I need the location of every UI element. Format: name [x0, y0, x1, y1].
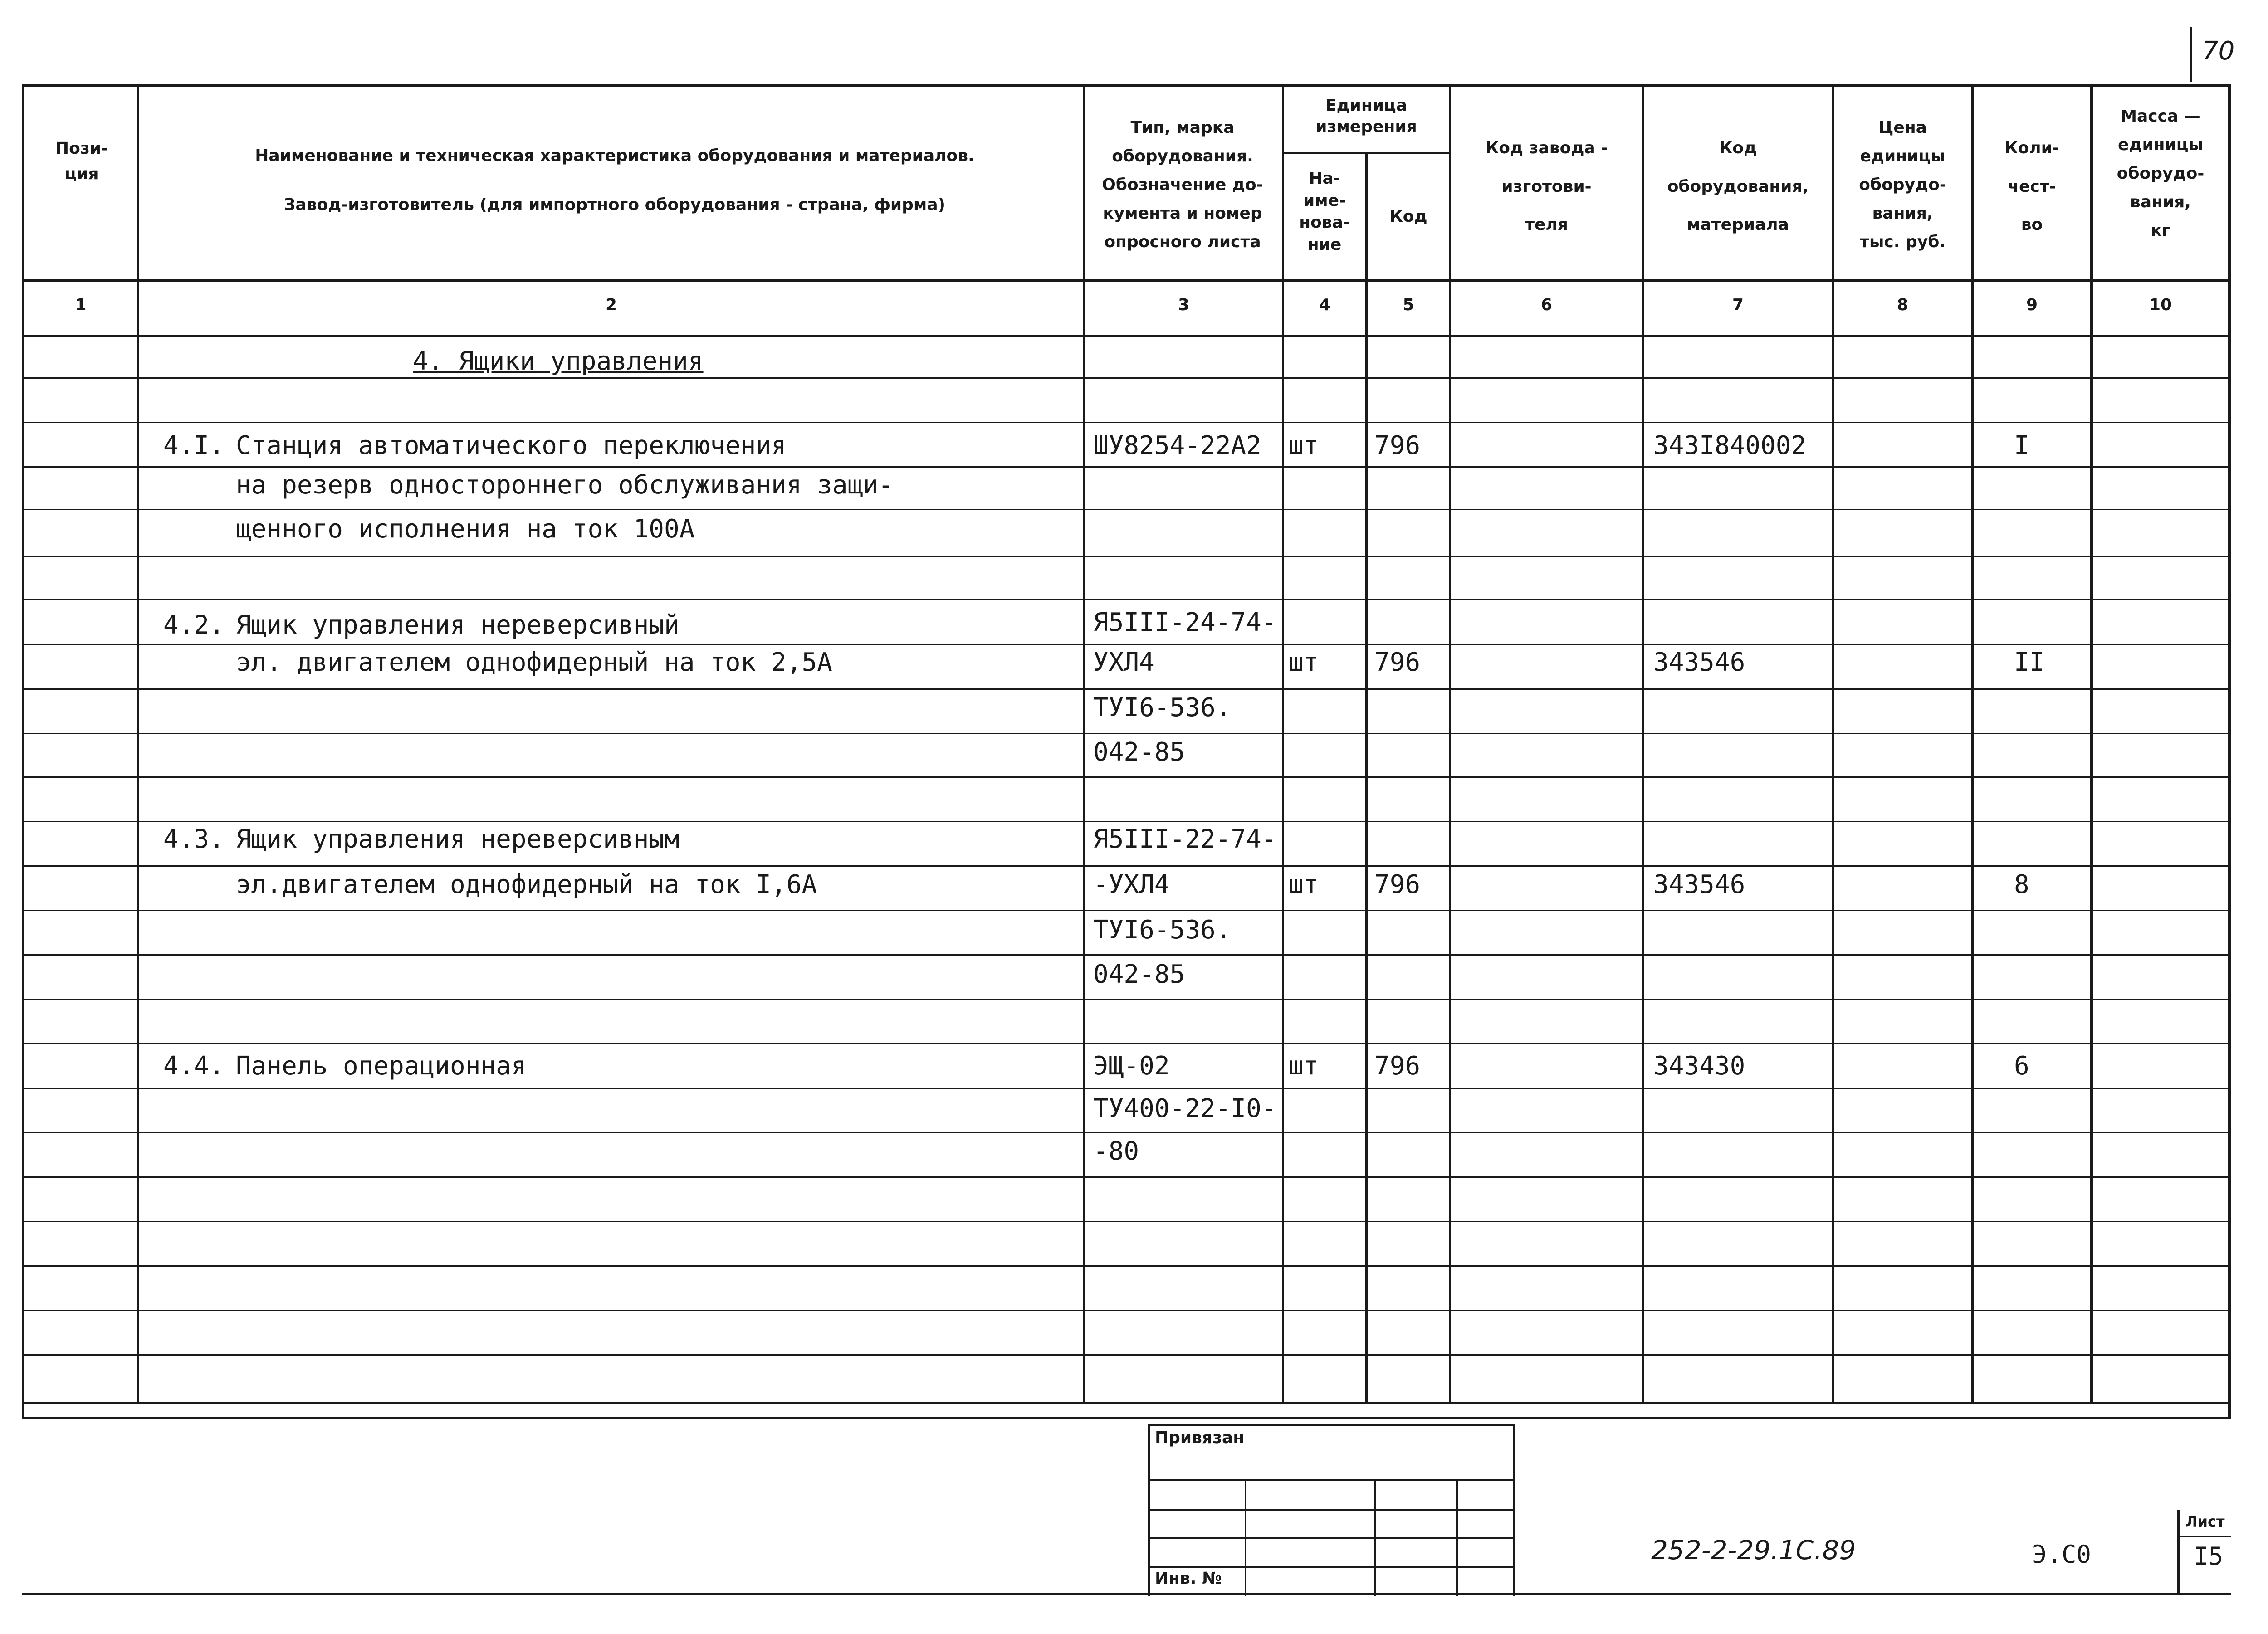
col-line-2 [1083, 84, 1085, 1403]
row-type-line: ТУI6-536. [1093, 693, 1231, 722]
row-unit-code: 796 [1374, 431, 1421, 460]
header-price: Цена единицы оборудо- вания, тыс. руб. [1859, 118, 1946, 251]
row-unit: шт [1288, 648, 1319, 677]
row-type-line: -80 [1093, 1136, 1139, 1166]
row-type-line: ЭЩ-02 [1093, 1051, 1170, 1081]
col-line-8 [1971, 84, 1974, 1403]
header-bottom [22, 279, 2231, 282]
row-type-line: -УХЛ4 [1093, 870, 1170, 899]
col-number: 4 [1319, 296, 1331, 314]
row-quantity: 8 [2014, 870, 2029, 899]
col-line-4 [1365, 152, 1368, 1403]
col-number: 8 [1897, 296, 1909, 314]
row-position: 4.I. [163, 431, 225, 460]
frame-top [22, 84, 2231, 87]
sheet-number: I5 [2194, 1542, 2224, 1571]
row-name-line: Панель операционная [236, 1051, 527, 1081]
header-equipment-code: Код оборудования, материала [1667, 139, 1809, 234]
row-position: 4.2. [163, 610, 225, 640]
row-position: 4.3. [163, 824, 225, 854]
row-type-line: ТУ400-22-I0- [1093, 1094, 1277, 1123]
section-title: 4. Ящики управления [413, 346, 704, 376]
col-line-5 [1449, 84, 1451, 1403]
stamp-inventory: Инв. № [1155, 1569, 1222, 1588]
row-quantity: II [2014, 648, 2045, 677]
row-type-line: ШУ8254-22А2 [1093, 431, 1261, 460]
header-quantity: Коли- чест- во [2004, 139, 2059, 234]
row-type-line: ТУI6-536. [1093, 915, 1231, 945]
row-type-line: 042-85 [1093, 960, 1185, 989]
row-quantity: I [2014, 431, 2029, 460]
row-name-line: эл. двигателем однофидерный на ток 2,5А [236, 648, 832, 677]
col-number: 3 [1178, 296, 1190, 314]
row-quantity: 6 [2014, 1051, 2029, 1081]
row-name-line: на резерв одностороннего обслуживания защи- [236, 470, 894, 500]
col-number: 10 [2149, 296, 2172, 314]
table-bottom [22, 1402, 2231, 1404]
row-equipment-code: 343I840002 [1653, 431, 1807, 460]
header-mass: Масса — единицы оборудо- вания, кг [2116, 107, 2204, 240]
row-equipment-code: 343546 [1653, 648, 1745, 677]
col-line-3 [1282, 84, 1284, 1403]
colnum-bottom [22, 335, 2231, 337]
row-unit-code: 796 [1374, 1051, 1421, 1081]
row-unit: шт [1288, 431, 1319, 460]
section-code: Э.С0 [2032, 1540, 2092, 1569]
page-number: 70 [2202, 36, 2235, 66]
header-position: Пози- ция [55, 139, 108, 183]
row-type-line: УХЛ4 [1093, 648, 1154, 677]
stamp-privyazan: Привязан [1155, 1429, 1245, 1447]
row-type-line: 042-85 [1093, 737, 1185, 767]
header-unit-name: На- име- нова- ние [1299, 169, 1350, 254]
row-name-line: эл.двигателем однофидерный на ток I,6А [236, 870, 817, 899]
row-name-line: Станция автоматического переключения [236, 431, 787, 460]
row-name-line: щенного исполнения на ток 100А [236, 514, 695, 544]
row-name-line: Ящик управления нереверсивный [236, 610, 679, 640]
row-unit: шт [1288, 870, 1319, 899]
row-type-line: Я5III-22-74- [1093, 824, 1277, 854]
frame-left [22, 84, 24, 1419]
header-name: Наименование и техническая характеристика оборудования и материалов. Завод-изготовитель (для импортного оборудования - страна, фирма) [255, 146, 974, 214]
row-position: 4.4. [163, 1051, 225, 1081]
col-number: 9 [2026, 296, 2038, 314]
row-equipment-code: 343430 [1653, 1051, 1745, 1081]
col-number: 1 [75, 296, 87, 314]
header-factory-code: Код завода - изготови- теля [1485, 139, 1608, 234]
header-unit: Единица измерения [1315, 96, 1417, 136]
sheet-label: Лист [2185, 1513, 2225, 1530]
col-line-1 [137, 84, 139, 1403]
row-equipment-code: 343546 [1653, 870, 1745, 899]
header-unit-code: Код [1389, 207, 1427, 226]
col-line-6 [1642, 84, 1644, 1403]
header-type: Тип, марка оборудования. Обозначение до- кумента и номер опросного листа [1102, 118, 1263, 251]
row-name-line: Ящик управления нереверсивным [236, 824, 679, 854]
col-number: 6 [1540, 296, 1553, 314]
col-number: 2 [605, 296, 617, 314]
frame-bottom [22, 1417, 2231, 1419]
document-code: 252-2-29.1С.89 [1651, 1535, 1856, 1566]
col-line-9 [2090, 84, 2093, 1403]
col-line-7 [1832, 84, 1834, 1403]
col-number: 7 [1732, 296, 1744, 314]
row-unit-code: 796 [1374, 648, 1421, 677]
frame-right [2228, 84, 2231, 1419]
col-number: 5 [1403, 296, 1414, 314]
row-unit: шт [1288, 1051, 1319, 1081]
row-unit-code: 796 [1374, 870, 1421, 899]
page-number-box-line [2190, 27, 2192, 82]
row-type-line: Я5III-24-74- [1093, 608, 1277, 637]
